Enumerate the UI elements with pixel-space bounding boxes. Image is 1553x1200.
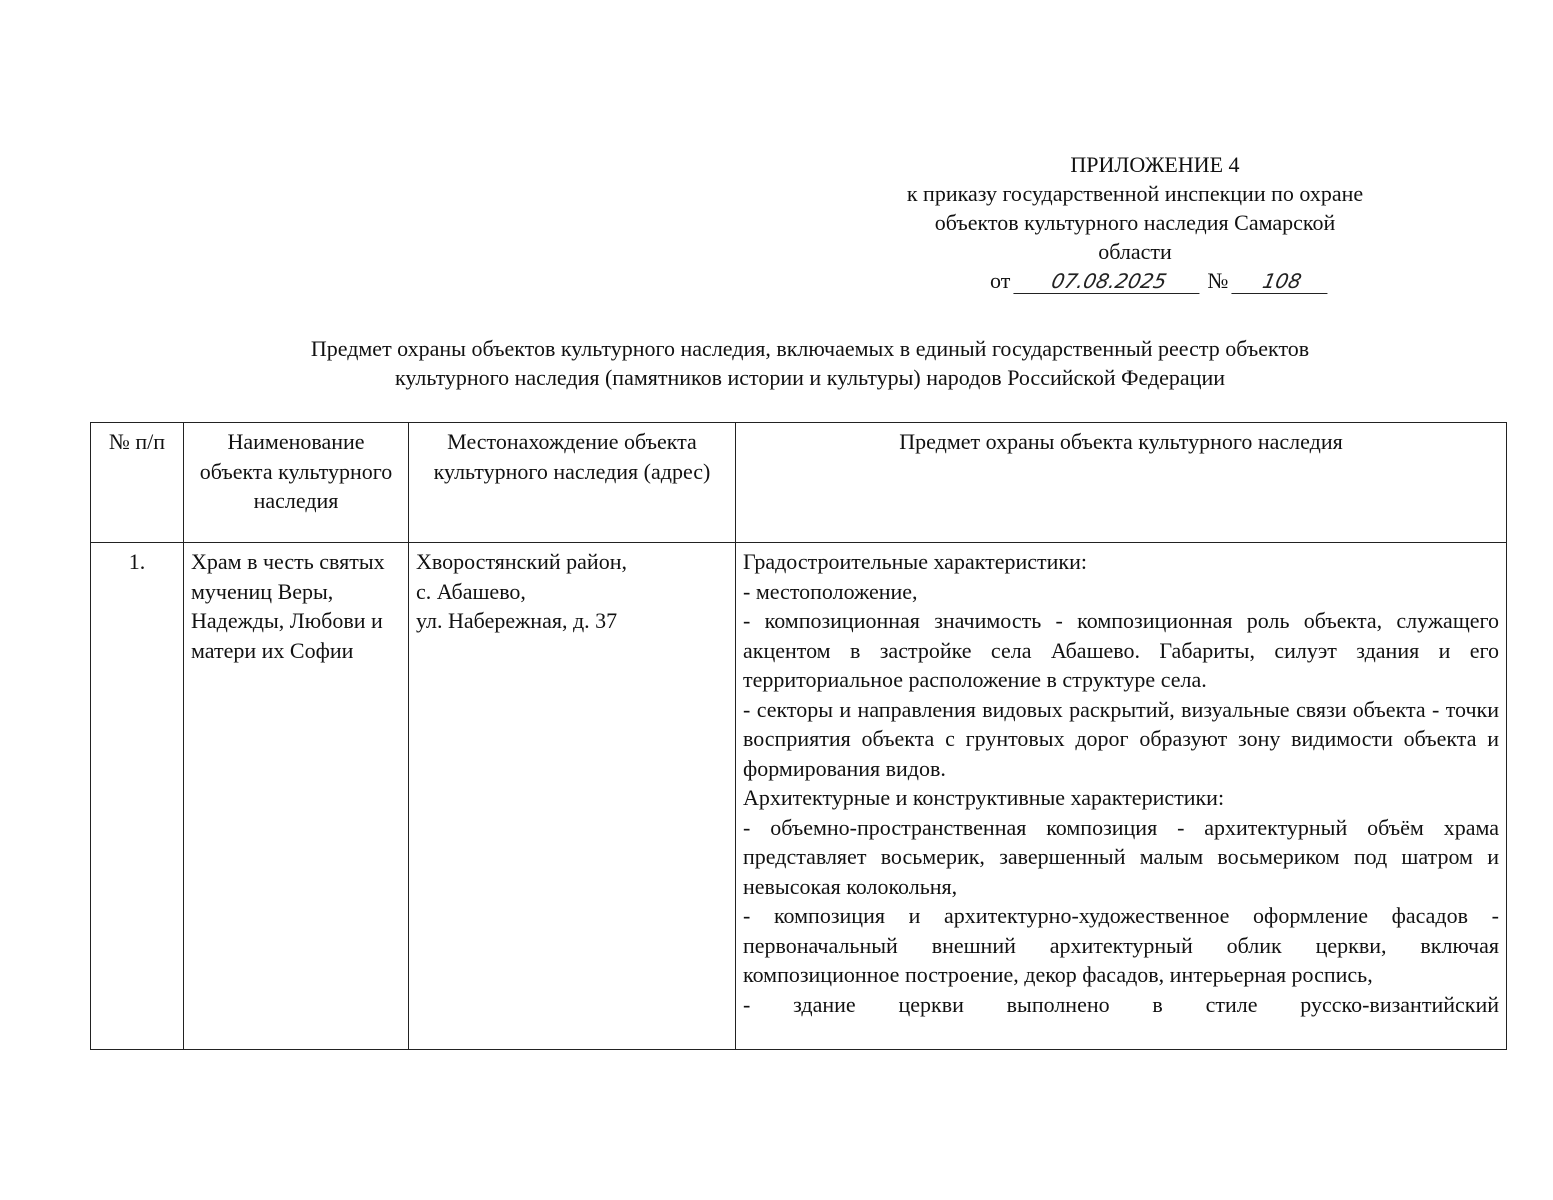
order-date-number-line: [990, 266, 1430, 295]
subject-paragraph: - объемно-пространственная композиция - архитектурный объём храма представляет восьмерик, завершенный малым восьмериком под шатром и невысокая колокольня,: [743, 814, 1499, 899]
document-title: [90, 334, 1530, 392]
appendix-heading: ПРИЛОЖЕНИЕ 4: [1070, 152, 1240, 177]
header-subject: Предмет охраны объекта культурного наследия: [736, 423, 1507, 543]
row-name: Храм в честь святых мучениц Веры, Надежды, Любови и матери их Софии: [184, 543, 409, 1050]
subject-paragraph: - композиционная значимость - композиционная роль объекта, служащего акцентом в застройке села Абашево. Габариты, силуэт здания и его территориальное расположение в структуре села.: [743, 608, 1499, 692]
subject-paragraph: - композиция и архитектурно-художественное оформление фасадов - первоначальный внешний архитектурный облик церкви, включая композиционное построение, декор фасадов, интерьерная роспись,: [743, 903, 1499, 987]
subject-paragraph: - секторы и направления видовых раскрытий, визуальные связи объекта - точки восприятия объекта с грунтовых дорог образуют зону видимости объекта и формирования видов.: [743, 696, 1499, 781]
appendix-line-2: объектов культурного наследия Самарской: [934, 210, 1336, 235]
address-line-2: с. Абашево,: [416, 578, 526, 604]
address-line-1: Хворостянский район,: [416, 549, 627, 574]
address-line-3: ул. Набережная, д. 37: [416, 608, 618, 633]
appendix-line-3: области: [1098, 239, 1172, 264]
number-prefix: №: [1207, 268, 1229, 293]
row-num: 1.: [91, 543, 184, 1050]
table-header-row: [91, 423, 1507, 543]
row-subject: [736, 543, 1507, 1050]
appendix-block: [840, 150, 1430, 295]
subject-paragraph: Архитектурные и конструктивные характеристики:: [743, 785, 1225, 810]
handwritten-number: 108: [1231, 269, 1332, 294]
subject-paragraph: Градостроительные характеристики:: [743, 549, 1087, 574]
date-prefix: от: [990, 268, 1011, 293]
header-num: № п/п: [91, 423, 184, 543]
table-row: [91, 543, 1507, 1050]
header-name: Наименование объекта культурного наследия: [184, 423, 409, 543]
document-title-line-2: культурного наследия (памятников истории и культуры) народов Российской Федерации: [394, 365, 1226, 390]
document-title-line-1: Предмет охраны объектов культурного наследия, включаемых в единый государственный реестр объектов: [310, 336, 1310, 361]
handwritten-date: 07.08.2025: [1013, 269, 1204, 294]
appendix-line-1: к приказу государственной инспекции по охране: [906, 181, 1364, 206]
header-address: Местонахождение объекта культурного наследия (адрес): [409, 423, 736, 543]
subject-paragraph: - местоположение,: [743, 578, 918, 604]
heritage-table: [90, 422, 1507, 1050]
subject-paragraph: - здание церкви выполнено в стиле русско-византийский: [743, 991, 1499, 1017]
row-address: [409, 543, 736, 1050]
